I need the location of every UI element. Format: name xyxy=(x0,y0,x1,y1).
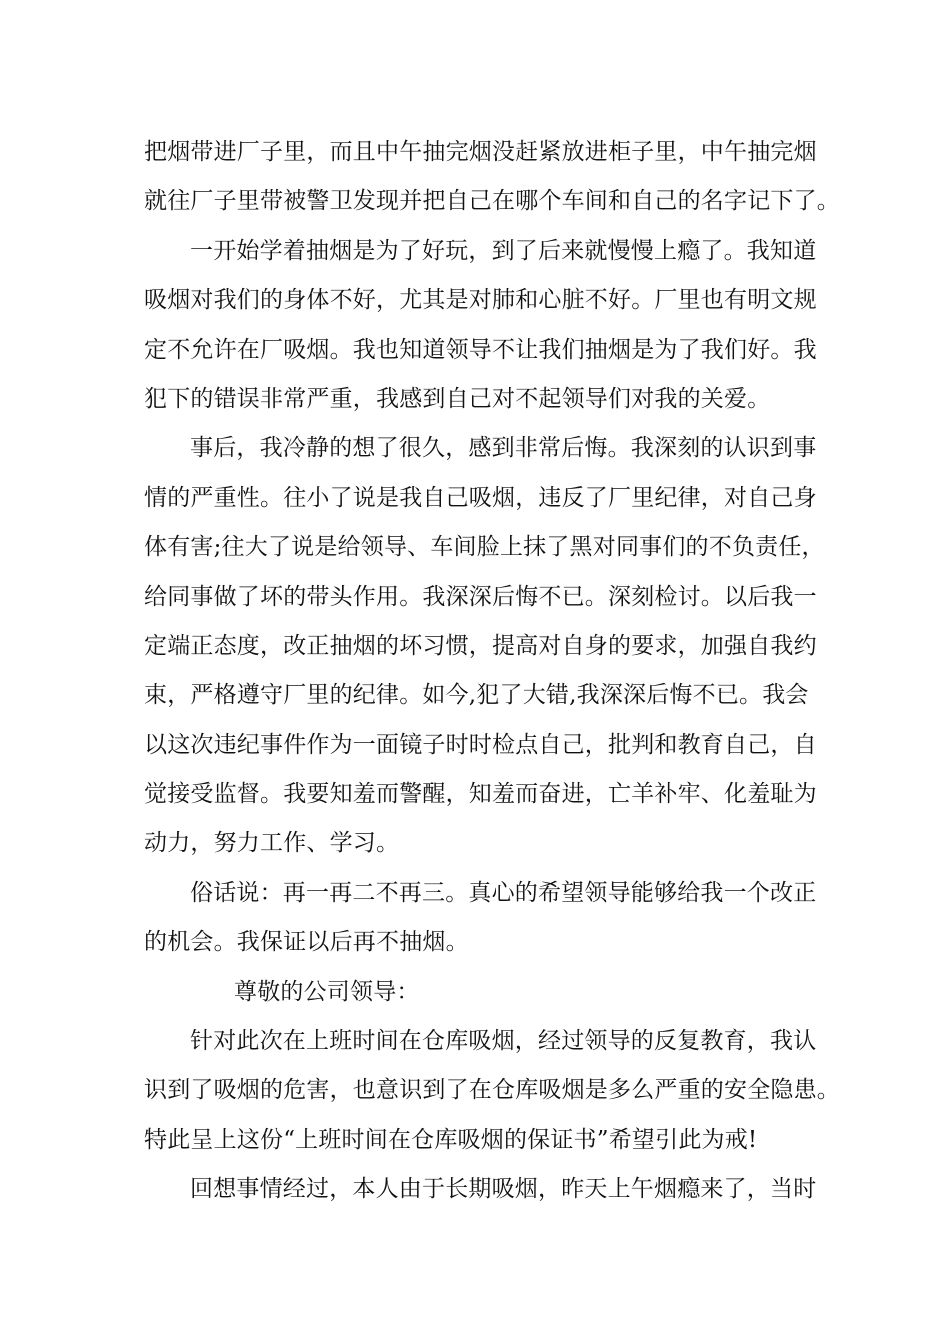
paragraph-start-line: 一开始学着抽烟是为了好玩，到了后来就慢慢上瘾了。我知道 xyxy=(190,237,817,264)
paragraph-start-line: 回想事情经过，本人由于长期吸烟，昨天上午烟瘾来了，当时 xyxy=(190,1176,817,1203)
text-line: 体有害;往大了说是给领导、车间脸上抹了黑对同事们的不负责任， xyxy=(144,534,825,561)
document-body xyxy=(144,128,844,1215)
text-line: 定端正态度，改正抽烟的坏习惯，提高对自身的要求，加强自我约 xyxy=(144,632,817,659)
text-line: 的机会。我保证以后再不抽烟。 xyxy=(144,929,469,956)
salutation-line: 尊敬的公司领导： xyxy=(234,978,420,1005)
text-line: 吸烟对我们的身体不好，尤其是对肺和心脏不好。厂里也有明文规 xyxy=(144,287,817,314)
text-line: 就往厂子里带被警卫发现并把自己在哪个车间和自己的名字记下了。 xyxy=(144,188,840,215)
text-line: 以这次违纪事件作为一面镜子时时检点自己，批判和教育自己，自 xyxy=(144,731,817,758)
paragraph-start-line: 针对此次在上班时间在仓库吸烟，经过领导的反复教育，我认 xyxy=(190,1028,817,1055)
text-line: 觉接受监督。我要知羞而警醒，知羞而奋进，亡羊补牢、化羞耻为 xyxy=(144,781,817,808)
text-line: 识到了吸烟的危害，也意识到了在仓库吸烟是多么严重的安全隐患。 xyxy=(144,1077,840,1104)
text-line: 把烟带进厂子里，而且中午抽完烟没赶紧放进柜子里，中午抽完烟 xyxy=(144,139,817,165)
text-line: 特此呈上这份“上班时间在仓库吸烟的保证书”希望引此为戒! xyxy=(144,1126,758,1153)
paragraph-start-line: 事后，我冷静的想了很久，感到非常后悔。我深刻的认识到事 xyxy=(190,435,817,462)
text-line: 给同事做了坏的带头作用。我深深后悔不已。深刻检讨。以后我一 xyxy=(144,583,817,610)
text-line: 动力，努力工作、学习。 xyxy=(144,830,400,857)
paragraph-start-line: 俗话说：再一再二不再三。真心的希望领导能够给我一个改正 xyxy=(190,879,817,906)
text-line: 情的严重性。往小了说是我自己吸烟，违反了厂里纪律，对自己身 xyxy=(144,484,817,511)
text-line: 定不允许在厂吸烟。我也知道领导不让我们抽烟是为了我们好。我 xyxy=(144,336,817,363)
text-line: 犯下的错误非常严重，我感到自己对不起领导们对我的关爱。 xyxy=(144,385,771,412)
text-line: 束，严格遵守厂里的纪律。如今,犯了大错,我深深后悔不已。我会 xyxy=(144,682,809,709)
